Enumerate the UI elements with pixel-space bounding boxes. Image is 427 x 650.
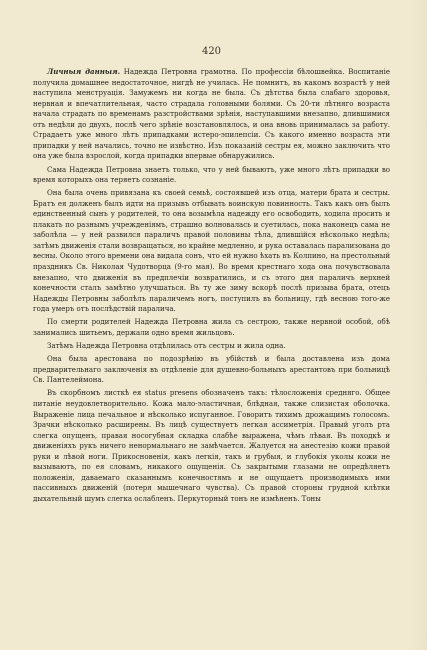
paragraph-2: Сама Надежда Петровна знаетъ только, что у ней бываютъ, уже много лѣтъ припадки во время которыхъ она теряетъ сознаніе. xyxy=(33,164,390,185)
body-text xyxy=(33,67,390,507)
paragraph-3: Она была очень привязана къ своей семьѣ, состоявшей изъ отца, матери брата и сестры. Братъ ея долженъ былъ идти на призывъ отбывать воинскую повинность. Такъ какъ онъ былъ единственный сынъ у родителей, то она возымѣла надежду его освободить, ходила просить и плакать по разнымъ учрежденіямъ, страшно волновалась и суетилась, пока наконецъ сама не заболѣла — у ней развился параличъ правой половины тѣла, длившійся нѣсколько недѣль; затѣмъ движенія стали возвращаться, но крайне медленно, и рука оставалась парализована до весны. Около этого времени она видала сонъ, что ей нужно ѣхать въ Колпино, на престольный праздникъ Св. Николая Чудотворца (9-го мая). Во время крестнаго хода она почувствовала внезапно, что движенія въ предплечіи возвратились, и съ этого дня параличъ верхней конечности сталъ замѣтно улучшаться. Въ ту же зиму вскорѣ послѣ призыва брата, отецъ Надежды Петровны заболѣлъ параличемъ ногъ, поступилъ въ больницу, гдѣ весною того-же года умеръ отъ послѣдствій паралича. xyxy=(33,188,390,314)
paragraph-text: Надежда Петровна грамотна. По профессіи бѣлошвейка. Воспитаніе получила домашнее недостаточное, нигдѣ не училась. Не помнитъ, въ какомъ возрастѣ у ней наступила менструація. Замужемъ ни когда не была. Съ дѣтства была слабаго здоровья, нервная и впечатлительная, часто страдала головными болями. Съ 20-ти лѣтняго возраста начала страдать по временамъ разстройствами зрѣнія, наступавшими внезапно, длившимися отъ недѣли до двухъ, послѣ чего зрѣніе возстановлялось, и она вновь принималась за работу. Страдаетъ уже много лѣтъ припадками истеро-эпилепсіи. Съ какого именно возраста эти припадки у ней начались, точно не извѣстно. Изъ показаній сестры ея, можно заключить что она уже была взрослой, когда припадки впервые обнаружились. xyxy=(33,67,390,161)
paragraph-5: Затѣмъ Надежда Петровна отдѣлилась отъ сестры и жила одна. xyxy=(47,341,286,351)
paragraph-7: Въ скорбномъ листкѣ ея status presens обозначенъ такъ: тѣлосложенія средняго. Общее питаніе неудовлетворительно. Кожа мало-эластичная, блѣдная, также слизистая оболочка. Выраженіе лица печальное и нѣсколько испуганное. Говоритъ тихимъ дрожащимъ голосомъ. Зрачки нѣсколько расширены. Въ лицѣ существуетъ легкая ассиметрія. Правый уголъ рта слегка опущенъ, правая носогубная складка слабѣе выражена, чѣмъ лѣвая. Въ походкѣ и движеніяхъ рукъ ничего ненормальнаго не замѣчается. Жалуется на анестезію кожи правой руки и лѣвой ноги. Прикосновенія, какъ легкія, такъ и грубыя, и глубокія уколы кожи не вызываютъ, по ея словамъ, никакого ощущенія. Съ закрытыми глазами не опредѣляетъ положенія, даваемаго сказаннымъ конечностямъ и не ощущаетъ производимыхъ ими пассивныхъ движеній (потеря мышечнаго чувства). Съ правой стороны грудной клѣтки дыхательный шумъ слегка ослабленъ. Перкуторный тонъ не измѣненъ. Тоны xyxy=(33,388,390,503)
page-number: 420 xyxy=(201,46,222,57)
page-edge-shadow xyxy=(409,0,427,650)
paragraph-1 xyxy=(33,67,390,162)
section-heading: Личныя данныя. xyxy=(47,67,121,76)
paragraph-4: По смерти родителей Надежда Петровна жила съ сестрою, также нервной особой, обѣ занимались шитьемъ, держали одно время жильцовъ. xyxy=(33,317,390,337)
paragraph-6: Она была арестована по подозрѣнію въ убійствѣ и была доставлена изъ дома предварительнаго заключенія въ отдѣленіе для душевно-больныхъ арестантовъ при больницѣ Св. Пантелеймона. xyxy=(33,354,390,385)
